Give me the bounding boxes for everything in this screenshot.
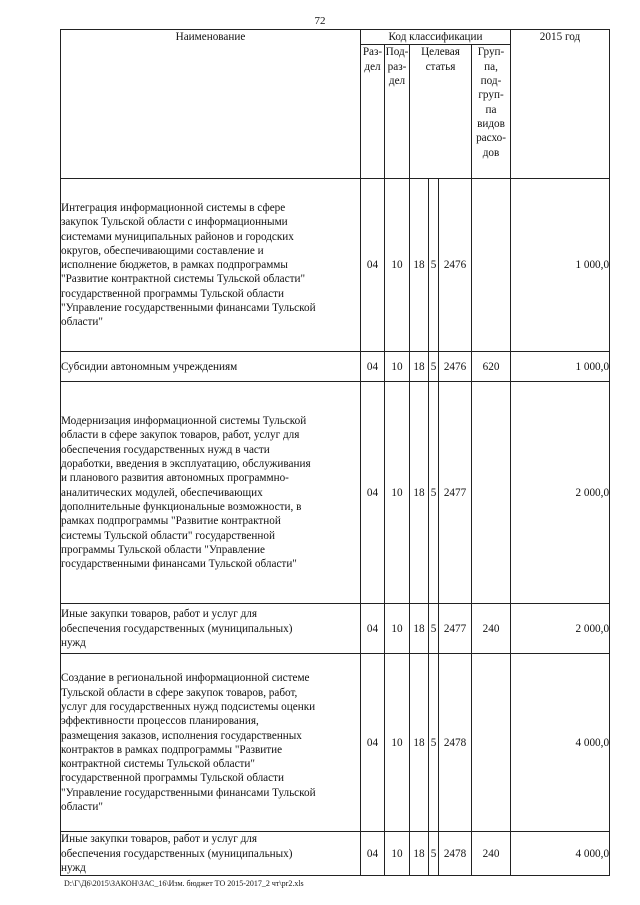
row-target-subprogram: 5	[429, 832, 439, 876]
row-section: 04	[361, 352, 385, 382]
row-target-program: 18	[410, 179, 429, 352]
header-group-line: Груп-	[477, 46, 505, 59]
row-name: Модернизация информационной системы Тульской области в сфере закупок товаров, работ, услуг для обеспечения государственных нужд в части доработки, введения в эксплуатацию, обслуживания и планового развития автономных программно- аналитических модулей, обеспечивающих дополнительные функциональные возможности, в рамках подпрограммы "Развитие контрактной системы Тульской области" государственной программы Тульской области "Управление государственными финансами Тульской области"	[61, 382, 361, 604]
header-expense-group	[472, 45, 511, 179]
row-subsection: 10	[385, 654, 410, 832]
row-subsection: 10	[385, 352, 410, 382]
row-target-subprogram: 5	[429, 654, 439, 832]
row-expense-group	[472, 382, 511, 604]
table-row	[61, 654, 610, 832]
row-target-direction: 2477	[439, 604, 472, 654]
table-body	[61, 179, 610, 876]
row-name: Создание в региональной информационной системе Тульской области в сфере закупок товаров, работ, услуг для государственных нужд подсистемы оценки эффективности процессов планирования, размещения заказов, исполнения государственных контрактов в рамках подпрограммы "Развитие контрактной системы Тульской области" государственной программы Тульской области "Управление государственными финансами Тульской области"	[61, 654, 361, 832]
row-target-program: 18	[410, 382, 429, 604]
row-name: Субсидии автономным учреждениям	[61, 352, 361, 382]
header-group-line: расхо-	[476, 132, 506, 145]
row-expense-group: 240	[472, 832, 511, 876]
row-amount: 2 000,0	[511, 382, 610, 604]
row-expense-group: 240	[472, 604, 511, 654]
row-target-subprogram: 5	[429, 382, 439, 604]
header-group-line: па	[485, 103, 497, 116]
table-row	[61, 179, 610, 352]
header-group-line: груп-	[478, 89, 504, 102]
header-group-line: видов	[477, 117, 505, 130]
header-subsection	[385, 45, 410, 179]
row-target-direction: 2476	[439, 179, 472, 352]
header-classification: Код классификации	[361, 30, 511, 45]
row-subsection: 10	[385, 382, 410, 604]
row-subsection: 10	[385, 604, 410, 654]
row-target-subprogram: 5	[429, 604, 439, 654]
row-name: Интеграция информационной системы в сфере закупок Тульской области с информационными системами муниципальных районов и городских округов, обеспечивающими составление и исполнение бюджетов, в рамках подпрограммы "Развитие контрактной системы Тульской области" государственной программы Тульской области "Управление государственными финансами Тульской области"	[61, 179, 361, 352]
row-target-direction: 2477	[439, 382, 472, 604]
header-subsection-line: раз-	[387, 60, 407, 73]
header-target-line: Целевая	[421, 46, 460, 59]
table-row	[61, 832, 610, 876]
row-target-direction: 2478	[439, 654, 472, 832]
row-amount: 4 000,0	[511, 654, 610, 832]
row-section: 04	[361, 382, 385, 604]
file-path: D:\Г\Д6\2015\ЗАКОН\ЗАС_16\Изм. бюджет ТО 2015-2017_2 чт\pr2.xls	[64, 879, 304, 888]
table-row	[61, 352, 610, 382]
row-target-subprogram: 5	[429, 352, 439, 382]
budget-table	[60, 29, 610, 876]
table-row	[61, 604, 610, 654]
row-amount: 1 000,0	[511, 179, 610, 352]
row-name: Иные закупки товаров, работ и услуг для обеспечения государственных (муниципальных) нужд	[61, 832, 361, 876]
header-subsection-line: Под-	[385, 46, 409, 59]
header-group-line: дов	[482, 146, 500, 159]
row-subsection: 10	[385, 179, 410, 352]
header-name: Наименование	[61, 30, 361, 179]
row-target-direction: 2478	[439, 832, 472, 876]
row-expense-group	[472, 654, 511, 832]
row-amount: 4 000,0	[511, 832, 610, 876]
row-section: 04	[361, 604, 385, 654]
row-subsection: 10	[385, 832, 410, 876]
row-amount: 2 000,0	[511, 604, 610, 654]
header-group-line: под-	[480, 74, 502, 87]
row-target-program: 18	[410, 604, 429, 654]
page-number: 72	[314, 15, 326, 27]
table-row	[61, 382, 610, 604]
row-section: 04	[361, 179, 385, 352]
row-amount: 1 000,0	[511, 352, 610, 382]
header-year: 2015 год	[511, 30, 610, 179]
row-target-program: 18	[410, 832, 429, 876]
header-section	[361, 45, 385, 179]
header-section-line: Раз-	[362, 46, 383, 59]
row-name: Иные закупки товаров, работ и услуг для обеспечения государственных (муниципальных) нужд	[61, 604, 361, 654]
row-section: 04	[361, 832, 385, 876]
row-expense-group: 620	[472, 352, 511, 382]
row-target-program: 18	[410, 352, 429, 382]
header-subsection-line: дел	[388, 74, 406, 87]
header-group-line: па,	[484, 60, 498, 73]
row-expense-group	[472, 179, 511, 352]
row-target-subprogram: 5	[429, 179, 439, 352]
row-target-direction: 2476	[439, 352, 472, 382]
row-section: 04	[361, 654, 385, 832]
header-section-line: дел	[364, 60, 381, 73]
header-target-article	[410, 45, 472, 179]
row-target-program: 18	[410, 654, 429, 832]
header-target-line: статья	[425, 60, 456, 73]
